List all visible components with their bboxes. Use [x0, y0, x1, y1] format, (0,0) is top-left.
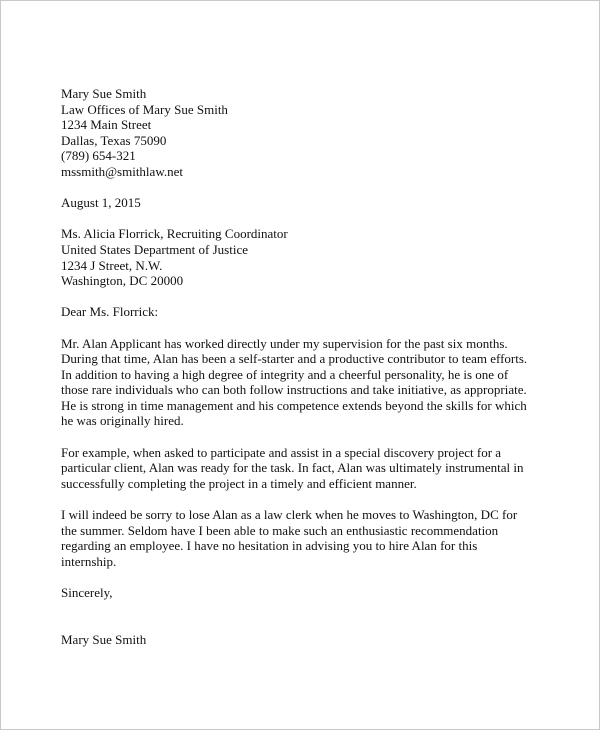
paragraph-line: For example, when asked to participate and assist in a special discovery project for a	[61, 444, 502, 460]
recipient-org: United States Department of Justice	[61, 241, 249, 257]
body-paragraph-1	[61, 336, 561, 430]
sender-email: mssmith@smithlaw.net	[61, 163, 183, 179]
signature-name: Mary Sue Smith	[61, 631, 147, 647]
body-paragraph-3	[61, 507, 561, 569]
paragraph-line: particular client, Alan was ready for the task. In fact, Alan was ultimately instrumental in	[61, 460, 524, 476]
paragraph-line: he was originally hired.	[61, 413, 184, 429]
paragraph-line: During that time, Alan has been a self-starter and a productive contributor to team efforts.	[61, 351, 528, 367]
spacer	[61, 320, 561, 336]
paragraph-line: the summer. Seldom have I been able to make such an enthusiastic recommendation	[61, 522, 499, 538]
salutation: Dear Ms. Florrick:	[61, 304, 159, 320]
letter-date: August 1, 2015	[61, 195, 141, 211]
signature-spacer	[61, 601, 561, 632]
spacer	[61, 569, 561, 585]
spacer	[61, 180, 561, 196]
closing: Sincerely,	[61, 585, 113, 600]
body-paragraph-2	[61, 445, 561, 492]
sender-name: Mary Sue Smith	[61, 86, 147, 101]
paragraph-line: regarding an employee. I have no hesitation in advising you to hire Alan for this	[61, 538, 478, 554]
paragraph-line: In addition to having a high degree of integrity and a cheerful personality, he is one of	[61, 366, 509, 382]
spacer	[61, 491, 561, 507]
sender-city: Dallas, Texas 75090	[61, 132, 167, 148]
spacer	[61, 289, 561, 305]
recipient-city: Washington, DC 20000	[61, 273, 184, 289]
paragraph-line: He is strong in time management and his competence extends beyond the skills for which	[61, 397, 527, 413]
paragraph-line: Mr. Alan Applicant has worked directly under my supervision for the past six months.	[61, 335, 508, 351]
sender-office: Law Offices of Mary Sue Smith	[61, 101, 228, 117]
spacer	[61, 429, 561, 445]
sender-phone: (789) 654-321	[61, 148, 136, 164]
paragraph-line: successfully completing the project in a timely and efficient manner.	[61, 475, 417, 491]
sender-street: 1234 Main Street	[61, 117, 152, 133]
recipient-address-block	[61, 226, 561, 288]
paragraph-line: those rare individuals who can both follow instructions and take initiative, as appropriate.	[61, 382, 527, 398]
recipient-name-title: Ms. Alicia Florrick, Recruiting Coordinator	[61, 226, 288, 242]
paragraph-line: I will indeed be sorry to lose Alan as a law clerk when he moves to Washington, DC for	[61, 507, 518, 523]
sender-address-block	[61, 86, 561, 180]
spacer	[61, 211, 561, 227]
paragraph-line: internship.	[61, 553, 117, 569]
recommendation-letter	[61, 86, 561, 647]
recipient-street: 1234 J Street, N.W.	[61, 257, 163, 273]
